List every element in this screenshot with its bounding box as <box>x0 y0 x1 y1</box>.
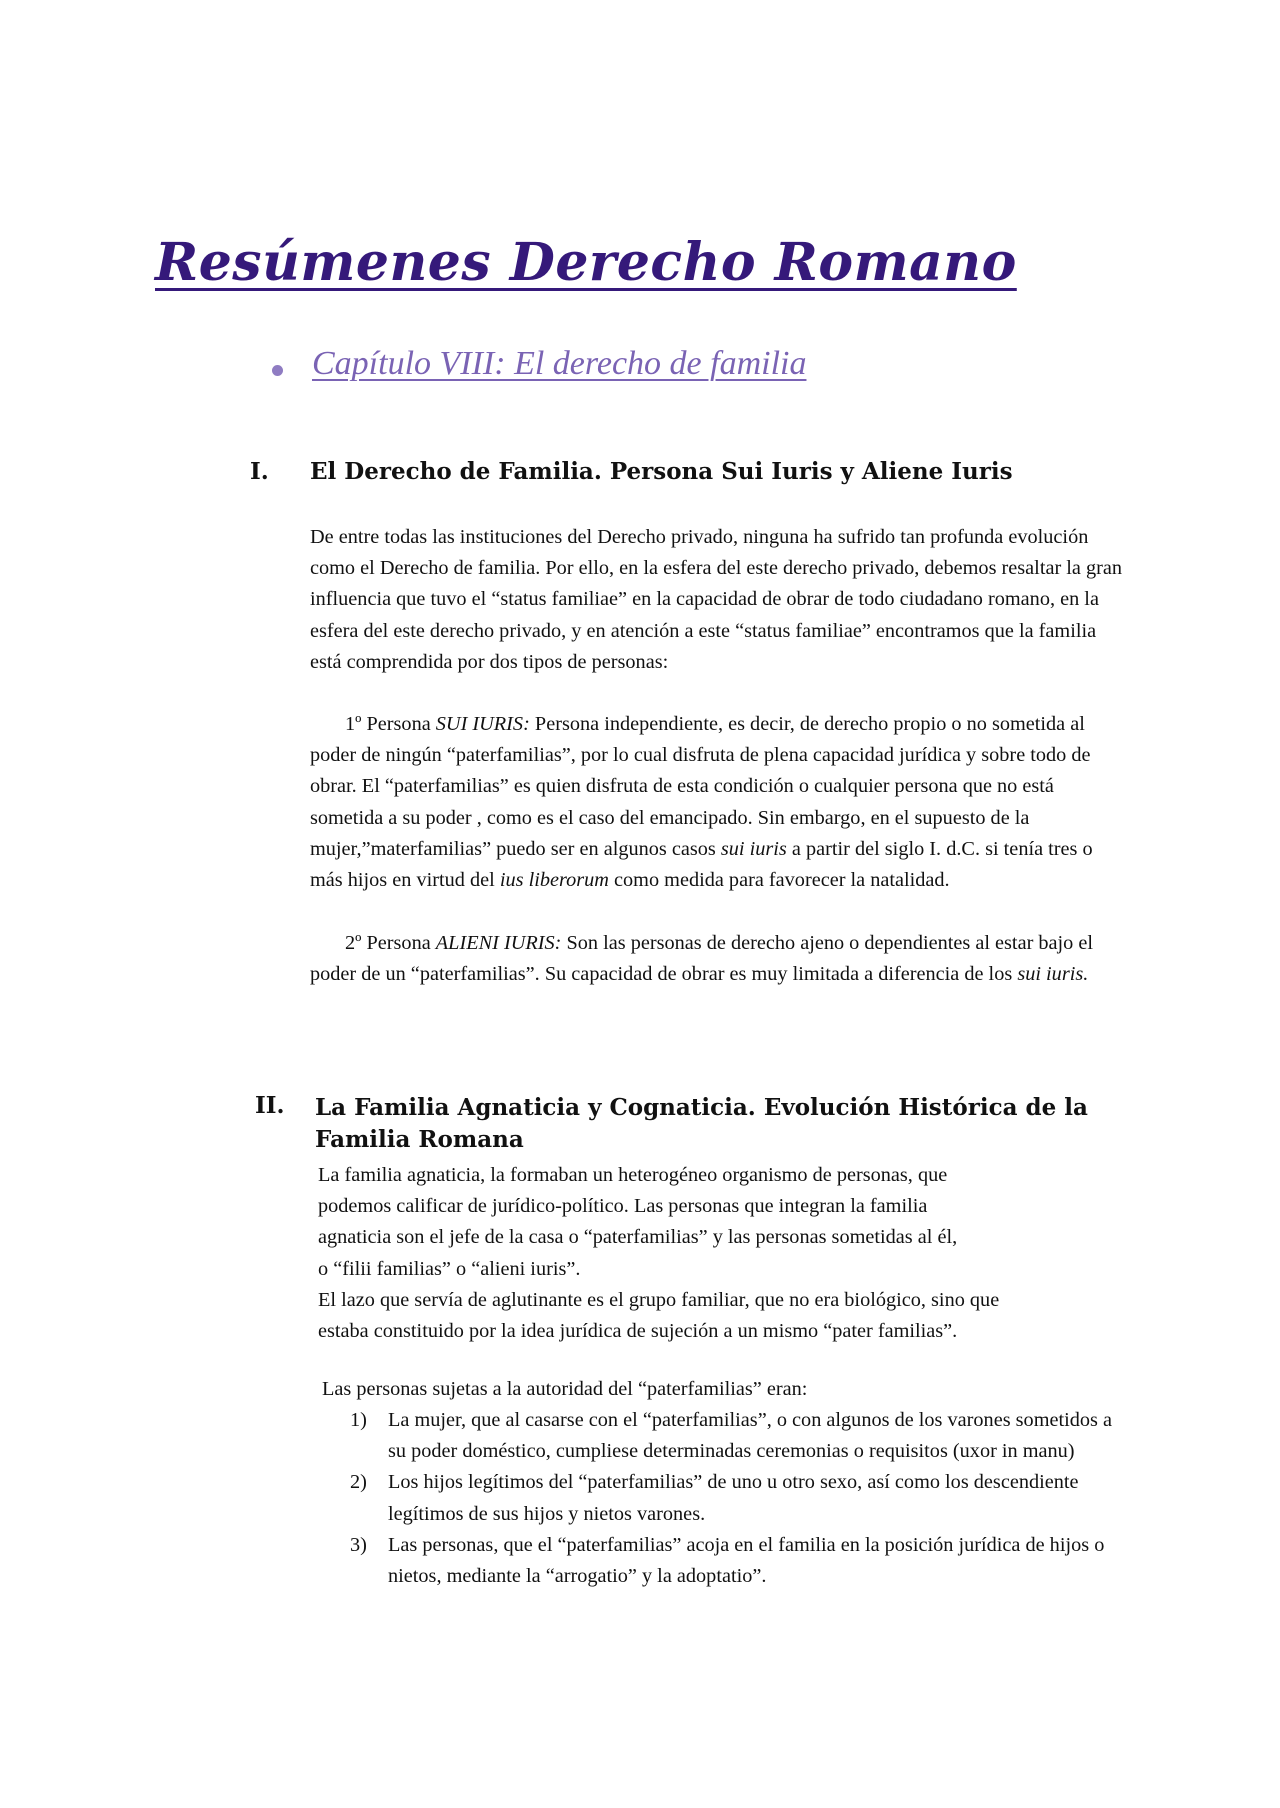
list-item-text: Los hijos legítimos del “paterfamilias” de uno u otro sexo, así como los descendiente legítimos de sus hijos y nietos varones. <box>388 1471 1079 1525</box>
sui-iuris-text-2: a partir del siglo I. d.C. si tenía tres o más hijos en virtud del <box>310 837 1093 892</box>
paragraph-line: podemos calificar de jurídico-político. Las personas que integran la familia <box>318 1195 928 1218</box>
alieni-iuris-term: ALIENI IURIS: <box>435 932 562 954</box>
paragraph-line: El lazo que servía de aglutinante es el grupo familiar, que no era biológico, sino que <box>318 1288 1000 1311</box>
bullet-icon <box>272 365 283 376</box>
section-title: La Familia Agnaticia y Cognaticia. Evolución Histórica de la Familia Romana <box>315 1094 1088 1153</box>
section-number: II. <box>255 1092 285 1119</box>
paragraph-line: o “filii familias” o “alieni iuris”. <box>318 1257 581 1280</box>
list-item-text: Las personas, que el “paterfamilias” acoja en el familia en la posición jurídica de hijos o nietos, mediante la “arrogatio” y la adoptatio”. <box>388 1533 1105 1588</box>
paragraph-line: agnaticia son el jefe de la casa o “paterfamilias” y las personas sometidas al él, <box>318 1226 958 1249</box>
sui-iuris-paragraph <box>310 709 1130 896</box>
list-item-text: La mujer, que al casarse con el “paterfamilias”, o con algunos de los varones sometidos a su poder doméstico, cumpliese determinadas ceremonias o requisitos (uxor in manu) <box>388 1409 1112 1463</box>
list-intro: Las personas sujetas a la autoridad del “paterfamilias” eran: <box>322 1378 808 1400</box>
list-item-number: 3) <box>350 1533 367 1556</box>
chapter-title: Capítulo VIII: El derecho de familia <box>312 345 807 382</box>
section-intro-paragraph: De entre todas las instituciones del Derecho privado, ninguna ha sufrido tan profunda evolución como el Derecho de familia. Por ello, en la esfera del este derecho privado, debemos resaltar la gran influencia que tuvo el “status familiae” en la capacidad de obrar de todo ciudadano romano, en la esfera del este derecho privado, y en atención a este “status familiae” encontramos que la familia está comprendida por dos tipos de personas: <box>310 526 1123 673</box>
alieni-iuris-paragraph <box>310 928 1130 990</box>
paragraph-line: La familia agnaticia, la formaban un heterogéneo organismo de personas, que <box>318 1164 948 1186</box>
sui-iuris-term-2: sui iuris <box>720 837 787 860</box>
list-item-number: 1) <box>350 1409 367 1431</box>
list-item <box>350 1467 1130 1529</box>
persons-list <box>350 1405 1130 1592</box>
list-item <box>350 1530 1130 1592</box>
alieni-iuris-text: Son las personas de derecho ajeno o dependientes al estar bajo el poder de un “paterfamilias”. Su capacidad de obrar es muy limitada a diferencia de los <box>310 932 1094 986</box>
alieni-iuris-prefix: 2º Persona <box>345 932 436 954</box>
sui-iuris-text-3: como medida para favorecer la natalidad. <box>608 869 950 892</box>
sui-iuris-text: Persona independiente, es decir, de derecho propio o no sometida al poder de ningún “paterfamilias”, por lo cual disfruta de plena capacidad jurídica y sobre todo de obrar. El “paterfamilias” es quien disfruta de esta condición o cualquier persona que no está sometida a su poder , como es el caso del emancipado. Sin embargo, en el supuesto de la mujer,”materfamilias” puedo ser en algunos casos <box>310 713 1091 860</box>
list-item-number: 2) <box>350 1471 367 1494</box>
ius-liberorum-term: ius liberorum <box>499 869 609 892</box>
paragraph-line: estaba constituido por la idea jurídica de sujeción a un mismo “pater familias”. <box>318 1320 958 1343</box>
list-item <box>350 1405 1130 1467</box>
sui-iuris-prefix: 1º Persona <box>345 713 436 735</box>
section-number: I. <box>250 458 269 485</box>
alieni-iuris-term-2: sui iuris. <box>1017 963 1089 986</box>
section-title: El Derecho de Familia. Persona Sui Iuris y Aliene Iuris <box>310 458 1013 485</box>
document-title: Resúmenes Derecho Romano <box>155 232 1017 293</box>
agnaticia-paragraph <box>318 1160 1138 1347</box>
sui-iuris-term: SUI IURIS: <box>435 713 530 735</box>
